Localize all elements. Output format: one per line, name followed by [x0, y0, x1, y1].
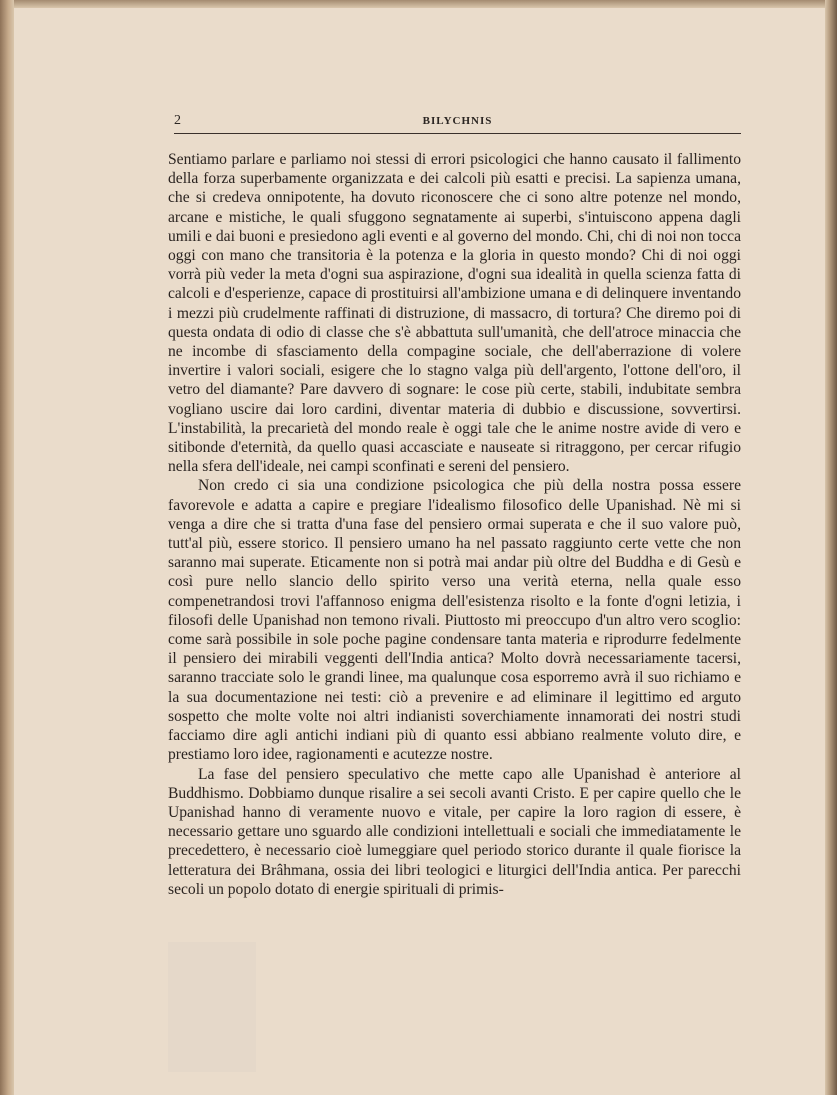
running-title: BILYCHNIS	[422, 115, 493, 127]
page-header	[174, 113, 741, 135]
page-right-edge-shadow	[825, 0, 837, 1095]
page-number: 2	[174, 113, 181, 128]
page-left-binding-shadow	[0, 0, 14, 1095]
paragraph: Sentiamo parlare e parliamo noi stessi di errori psicologici che hanno causato il fallimento della forza superbamente organizzata e dei calcoli più esatti e precisi. La sapienza umana, che si credeva onnipotente, ha dovuto riconoscere che ci sono altre potenze nel mondo, arcane e mistiche, le quali sfuggono segnatamente ai superbi, s'intuiscono appena dagli umili e dai buoni e presiedono agli eventi e al governo del mondo. Chi, chi di noi non tocca oggi con mano che transitoria è la potenza e la gloria in questo mondo? Chi di noi oggi vorrà più veder la meta d'ogni sua aspirazione, d'ogni sua idealità in quella scienza fatta di calcoli e d'esperienze, capace di prostituirsi all'ambizione umana e di delinquere inventando i mezzi più crudelmente raffinati di distruzione, di massacro, di tortura? Che diremo poi di questa ondata di odio di classe che s'è abbattuta sull'umanità, che dell'atroce minaccia che ne incombe di sfasciamento della compagine sociale, che dell'aberrazione di volere invertire i valori sociali, esigere che lo stagno valga più dell'argento, l'ottone dell'oro, il vetro del diamante? Pare davvero di sognare: le cose più certe, stabili, indubitate sembra vogliano uscire dai loro cardini, diventar materia di dubbio e discussione, sovvertirsi. L'instabilità, la precarietà del mondo reale è oggi tale che le anime nostre avide di vero e sitibonde d'eternità, da quello quasi accasciate e nauseate si ritraggono, per cercar rifugio nella sfera dell'ideale, nei campi sconfinati e sereni del pensiero.	[168, 151, 741, 476]
body-text	[168, 150, 741, 899]
page-top-shadow	[0, 0, 837, 8]
paper-stain	[168, 942, 256, 1072]
paragraph: Non credo ci sia una condizione psicologica che più della nostra possa essere favorevole e adatta a capire e pregiare l'idealismo filosofico delle Upanishad. Nè mi si venga a dire che si tratta d'una fase del pensiero ormai superata e che il suo valore può, tutt'al più, essere storico. Il pensiero umano ha nel passato raggiunto certe vette che non saranno mai superate. Eticamente non si potrà mai andar più oltre del Buddha e di Gesù e così pure nello slancio dello spirito verso una verità eterna, nella quale esso compenetrandosi trovi l'affannoso enigma dell'esistenza risolto e la fonte d'ogni letizia, i filosofi delle Upanishad non temono rivali. Piuttosto mi preoccupo d'un altro vero scoglio: come sarà possibile in sole poche pagine condensare tanta materia e riprodurre fedelmente il pensiero dei mirabili veggenti dell'India antica? Molto dovrà necessariamente tacersi, saranno tracciate solo le grandi linee, ma qualunque cosa esporremo avrà il suo richiamo e la sua documentazione nei testi: ciò a prevenire e ad eliminare il legittimo ed arguto sospetto che molte volte noi altri indianisti soverchiamente innamorati dei nostri studi facciamo dire agli antichi indiani più di quanto essi abbiano realmente voluto dire, e prestiamo loro idee, ragionamenti e acutezze nostre.	[168, 477, 741, 764]
paragraph: La fase del pensiero speculativo che mette capo alle Upanishad è anteriore al Buddhismo. Dobbiamo dunque risalire a sei secoli avanti Cristo. E per capire quello che le Upanishad hanno di veramente nuovo e vitale, per capire la loro ragion di essere, è necessario gettare uno sguardo alle condizioni intellettuali e sociali che immediatamente le precedettero, è necessario cioè lumeggiare quel periodo storico durante il quale fiorisce la letteratura dei Brâhmana, ossia dei libri teologici e liturgici dell'India antica. Per parecchi secoli un popolo dotato di energie spirituali di primis-	[168, 765, 741, 898]
header-rule	[174, 133, 741, 134]
